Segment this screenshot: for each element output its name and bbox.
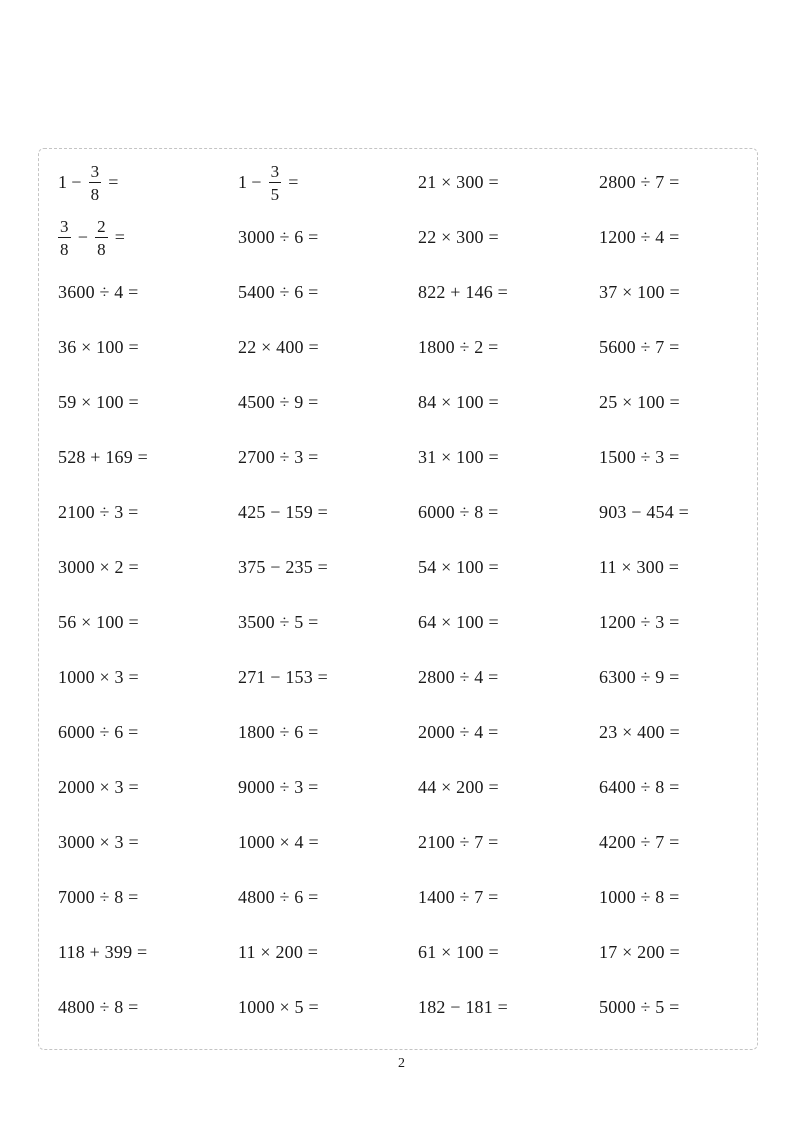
problem-cell: 118 + 399 = (58, 942, 148, 962)
problem-row (58, 925, 778, 980)
problem-cell: 2700 ÷ 3 = (238, 447, 319, 467)
problem-cell: 2100 ÷ 7 = (418, 832, 499, 852)
denominator: 5 (270, 184, 280, 204)
problem-cell: 1200 ÷ 4 = (599, 227, 680, 247)
problem-row (58, 760, 778, 815)
problem-cell: 5400 ÷ 6 = (238, 282, 319, 302)
problem-cell: 182 − 181 = (418, 997, 509, 1017)
problem-row (58, 540, 778, 595)
problem-cell: 22 × 300 = (418, 227, 499, 247)
problem-cell: 1800 ÷ 2 = (418, 337, 499, 357)
problem-cell: 271 − 153 = (238, 667, 329, 687)
problem-cell: 44 × 200 = (418, 777, 499, 797)
numerator: 3 (90, 161, 100, 181)
problem-cell: 375 − 235 = (238, 557, 329, 577)
problem-cell: 528 + 169 = (58, 447, 149, 467)
problem-cell: 37 × 100 = (599, 282, 680, 302)
problem-cell: 822 + 146 = (418, 282, 509, 302)
equals-sign: = (288, 172, 299, 192)
problem-cell: 5000 ÷ 5 = (599, 997, 680, 1017)
problem-cell (58, 210, 129, 265)
problem-cell: 1000 × 5 = (238, 997, 319, 1017)
problem-cell: 11 × 300 = (599, 557, 680, 577)
problem-row (58, 870, 778, 925)
problem-cell: 4500 ÷ 9 = (238, 392, 319, 412)
problem-cell: 5600 ÷ 7 = (599, 337, 680, 357)
operator: − (251, 172, 262, 192)
fraction (95, 218, 108, 258)
problem-cell: 3000 ÷ 6 = (238, 227, 319, 247)
numerator: 2 (97, 216, 106, 236)
problem-cell: 425 − 159 = (238, 502, 329, 522)
problem-cell: 36 × 100 = (58, 337, 139, 357)
problem-cell: 1200 ÷ 3 = (599, 612, 680, 632)
fraction (269, 163, 282, 203)
fraction (58, 218, 71, 258)
problem-cell: 61 × 100 = (418, 942, 499, 962)
problem-cell: 25 × 100 = (599, 392, 680, 412)
problem-cell: 64 × 100 = (418, 612, 499, 632)
problem-cell (58, 155, 123, 210)
problem-cell: 3000 × 3 = (58, 832, 139, 852)
problem-row (58, 155, 778, 210)
fraction (89, 163, 102, 203)
problem-cell: 2100 ÷ 3 = (58, 502, 139, 522)
problem-cell: 2800 ÷ 4 = (418, 667, 499, 687)
problem-row (58, 595, 778, 650)
problem-cell: 1400 ÷ 7 = (418, 887, 499, 907)
numerator: 3 (270, 161, 280, 181)
problem-cell: 9000 ÷ 3 = (238, 777, 319, 797)
problem-cell: 31 × 100 = (418, 447, 499, 467)
operator: − (77, 227, 89, 247)
problem-cell: 4800 ÷ 8 = (58, 997, 139, 1017)
denominator: 8 (60, 239, 69, 259)
problem-cell: 23 × 400 = (599, 722, 680, 742)
problem-cell: 11 × 200 = (238, 942, 319, 962)
problem-cell: 1000 × 3 = (58, 667, 139, 687)
problem-row (58, 430, 778, 485)
problem-cell: 56 × 100 = (58, 612, 139, 632)
problem-cell: 2000 × 3 = (58, 777, 139, 797)
problem-cell: 4800 ÷ 6 = (238, 887, 319, 907)
problem-cell: 6300 ÷ 9 = (599, 667, 680, 687)
problem-cell: 1500 ÷ 3 = (599, 447, 680, 467)
problem-cell: 4200 ÷ 7 = (599, 832, 680, 852)
problem-row (58, 650, 778, 705)
problem-cell: 903 − 454 = (599, 502, 690, 522)
problem-cell: 1000 × 4 = (238, 832, 319, 852)
problem-cell: 1800 ÷ 6 = (238, 722, 319, 742)
operator: − (71, 172, 82, 192)
problem-cell (238, 155, 303, 210)
problem-cell: 59 × 100 = (58, 392, 139, 412)
problem-row (58, 210, 778, 265)
problem-row (58, 320, 778, 375)
equals-sign: = (114, 227, 126, 247)
problem-cell: 6400 ÷ 8 = (599, 777, 680, 797)
problem-row (58, 265, 778, 320)
problem-row (58, 375, 778, 430)
problem-cell: 21 × 300 = (418, 172, 499, 192)
problem-cell: 3000 × 2 = (58, 557, 139, 577)
numerator: 3 (60, 216, 69, 236)
problem-row (58, 705, 778, 760)
problem-cell: 3600 ÷ 4 = (58, 282, 139, 302)
problem-cell: 17 × 200 = (599, 942, 680, 962)
problem-row (58, 815, 778, 870)
problem-cell: 54 × 100 = (418, 557, 499, 577)
operand: 1 (238, 172, 248, 192)
problem-cell: 6000 ÷ 8 = (418, 502, 499, 522)
problem-cell: 2000 ÷ 4 = (418, 722, 499, 742)
problem-cell: 2800 ÷ 7 = (599, 172, 680, 192)
problem-row (58, 980, 778, 1035)
problem-cell: 1000 ÷ 8 = (599, 887, 680, 907)
equals-sign: = (108, 172, 119, 192)
problem-cell: 3500 ÷ 5 = (238, 612, 319, 632)
operand: 1 (58, 172, 68, 192)
problem-row (58, 485, 778, 540)
problem-cell: 6000 ÷ 6 = (58, 722, 139, 742)
denominator: 8 (97, 239, 106, 259)
problem-cell: 22 × 400 = (238, 337, 319, 357)
denominator: 8 (90, 184, 100, 204)
problem-cell: 84 × 100 = (418, 392, 499, 412)
problem-cell: 7000 ÷ 8 = (58, 887, 139, 907)
page-number: 2 (398, 1056, 405, 1071)
